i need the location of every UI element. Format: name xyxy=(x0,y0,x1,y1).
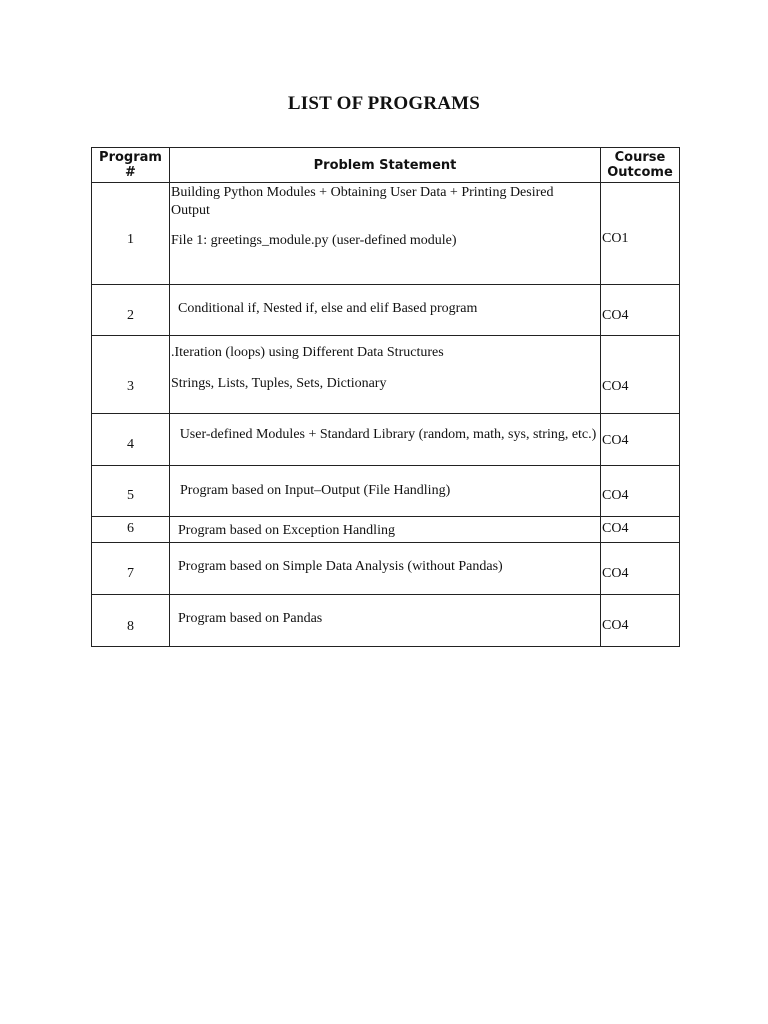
statement-line: User-defined Modules + Standard Library (random, math, sys, string, etc.) xyxy=(179,427,597,442)
table-row xyxy=(92,595,680,647)
course-outcome: CO4 xyxy=(601,595,680,647)
course-outcome: CO4 xyxy=(601,336,680,414)
page-title: LIST OF PROGRAMS xyxy=(287,93,481,114)
table-row xyxy=(92,183,680,285)
program-number: 7 xyxy=(92,543,170,595)
table-row xyxy=(92,336,680,414)
course-outcome: CO4 xyxy=(601,543,680,595)
header-number-sign: # xyxy=(125,165,136,180)
program-number: 5 xyxy=(92,466,170,517)
table-row xyxy=(92,414,680,466)
table-row xyxy=(92,543,680,595)
problem-statement xyxy=(170,336,601,414)
problem-statement xyxy=(170,183,601,285)
header-problem-statement: Problem Statement xyxy=(170,148,601,183)
course-outcome: CO1 xyxy=(601,183,680,285)
header-course-label: Course xyxy=(614,150,666,165)
statement-line: Building Python Modules + Obtaining User Data + Printing Desired Output xyxy=(171,185,554,218)
problem-statement xyxy=(170,595,601,647)
table-row xyxy=(92,466,680,517)
program-number: 8 xyxy=(92,595,170,647)
statement-line: Strings, Lists, Tuples, Sets, Dictionary xyxy=(171,376,387,391)
table-row xyxy=(92,285,680,336)
problem-statement xyxy=(170,543,601,595)
statement-line: File 1: greetings_module.py (user-defined module) xyxy=(171,233,457,248)
program-number: 6 xyxy=(92,517,170,543)
program-number: 3 xyxy=(92,336,170,414)
header-program-number xyxy=(92,148,170,183)
program-number: 4 xyxy=(92,414,170,466)
problem-statement xyxy=(170,466,601,517)
problem-statement xyxy=(170,517,601,543)
program-number: 2 xyxy=(92,285,170,336)
statement-line: Program based on Simple Data Analysis (without Pandas) xyxy=(178,559,503,574)
header-outcome-label: Outcome xyxy=(607,165,673,180)
programs-table xyxy=(91,147,680,647)
program-number: 1 xyxy=(92,183,170,285)
problem-statement xyxy=(170,414,601,466)
table-row xyxy=(92,517,680,543)
table-header-row xyxy=(92,148,680,183)
statement-line: .Iteration (loops) using Different Data Structures xyxy=(171,345,444,360)
header-program-label: Program xyxy=(99,150,162,165)
header-course-outcome xyxy=(601,148,680,183)
course-outcome: CO4 xyxy=(601,517,680,543)
statement-line: Conditional if, Nested if, else and elif Based program xyxy=(178,301,478,316)
course-outcome: CO4 xyxy=(601,466,680,517)
statement-line: Program based on Input–Output (File Handling) xyxy=(180,483,451,498)
statement-line: Program based on Pandas xyxy=(178,611,323,626)
statement-line: Program based on Exception Handling xyxy=(178,523,395,538)
problem-statement xyxy=(170,285,601,336)
course-outcome: CO4 xyxy=(601,285,680,336)
course-outcome: CO4 xyxy=(601,414,680,466)
